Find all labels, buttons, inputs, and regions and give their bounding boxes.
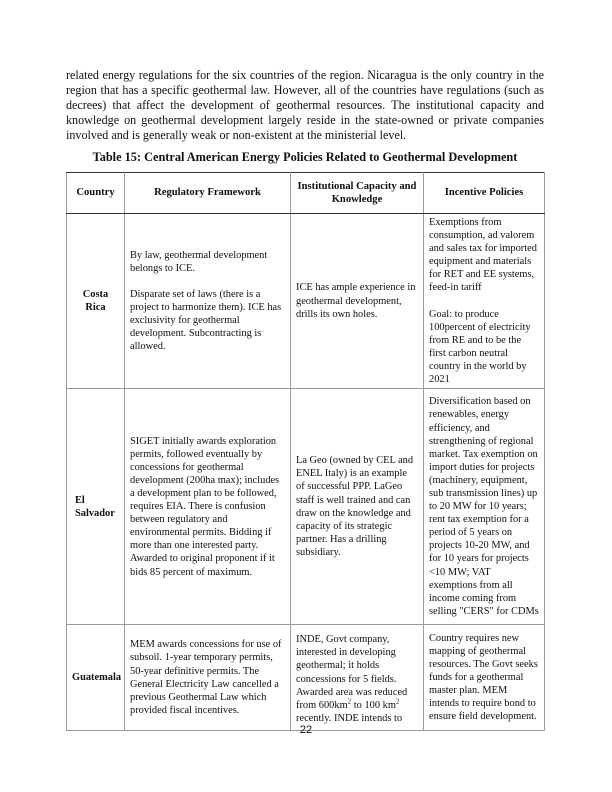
incentive-text: Goal: to produce 100percent of electricity from RE and to be the first carbon neutral country in the world by 2021 [429,308,531,386]
regulatory-cell [125,214,291,389]
regulatory-text: By law, geothermal development belongs to ICE. [130,249,268,274]
country-cell: Costa Rica [67,214,125,389]
regulatory-cell [125,389,291,625]
intro-text: related energy regulations for the six countries of the region. Nicaragua is the only country in the region that has a specific geothermal law. However, all of the countries have regulations (such as decrees) that affect the development of geothermal resources. The institutional capacity and knowledge on geothermal development largely reside in the state-owned or private companies involved and is generally weak or non-existent at the ministerial level. [66,68,544,143]
table-row-guatemala [67,625,545,731]
incentive-text: Country requires new mapping of geothermal resources. The Govt seeks funds for a geothermal master plan. MEM intends to require bond to ensure field development. [429,632,538,723]
header-incentive-policies: Incentive Policies [424,173,545,214]
regulatory-text: SIGET initially awards exploration permits, followed eventually by concessions for geothermal development (200ha max); includes a development plan to be followed, requires EIA. There is confusion between regulatory and environmental permits. Bidding if more than one interested party. Awarded to original proponent if it bids 85 percent of maximum. [130,435,280,578]
country-cell: El Salvador [67,389,125,625]
energy-policies-table [66,172,545,731]
institutional-cell: ICE has ample experience in geothermal development, drills its own holes. [291,214,424,389]
institutional-text: to 100 km [351,699,396,711]
header-country: Country [67,173,125,214]
incentive-cell [424,625,545,731]
intro-paragraph [66,68,544,143]
superscript: 2 [347,697,352,706]
superscript: 2 [395,697,400,706]
incentive-text: Diversification based on renewables, energy efficiency, and strengthening of regional market. Tax exemption on import duties for projects (machinery, equipment, sub transmission lines) up to 20 MW for 10 years; rent tax exemption for a period of 5 years on projects 10-20 MW, and for 10 years for projects <10 MW; VAT exemptions from all income coming from selling "CERS" for CDMs [429,396,539,617]
regulatory-cell [125,625,291,731]
regulatory-text: Disparate set of laws (there is a project to harmonize them). ICE has exclusivity for geothermal development. Subcontracting is allowed. [130,288,282,353]
institutional-text: INDE, Govt company, interested in developing geothermal; it holds concessions for 5 fields. Awarded area was reduced from 600km [296,634,408,711]
incentive-text: Exemptions from consumption, ad valorem and sales tax for imported equipment and materials for RET and EE systems, feed-in tariff [429,217,537,294]
table-row-costa-rica [67,214,545,389]
institutional-text: recently. INDE intends to [296,712,403,724]
table-row-el-salvador [67,389,545,625]
institutional-cell [291,625,424,731]
table-caption: Table 15: Central American Energy Policies Related to Geothermal Development [92,150,518,164]
table-header-row [67,173,545,214]
header-institutional-capacity: Institutional Capacity and Knowledge [291,173,424,214]
country-cell: Guatemala [67,625,125,731]
institutional-cell: La Geo (owned by CEL and ENEL Italy) is an example of successful PPP. LaGeo staff is well trained and can draw on the knowledge and capacity of its strategic partner. Has a drilling subsidiary. [291,389,424,625]
incentive-cell [424,389,545,625]
regulatory-text: MEM awards concessions for use of subsoil. 1-year temporary permits, 50-year definitive permits. The General Electricity Law cancelled a previous Geothermal Law which provided fiscal incentives. [130,639,282,716]
page-number: 22 [299,724,313,736]
incentive-cell [424,214,545,389]
header-regulatory-framework: Regulatory Framework [125,173,291,214]
